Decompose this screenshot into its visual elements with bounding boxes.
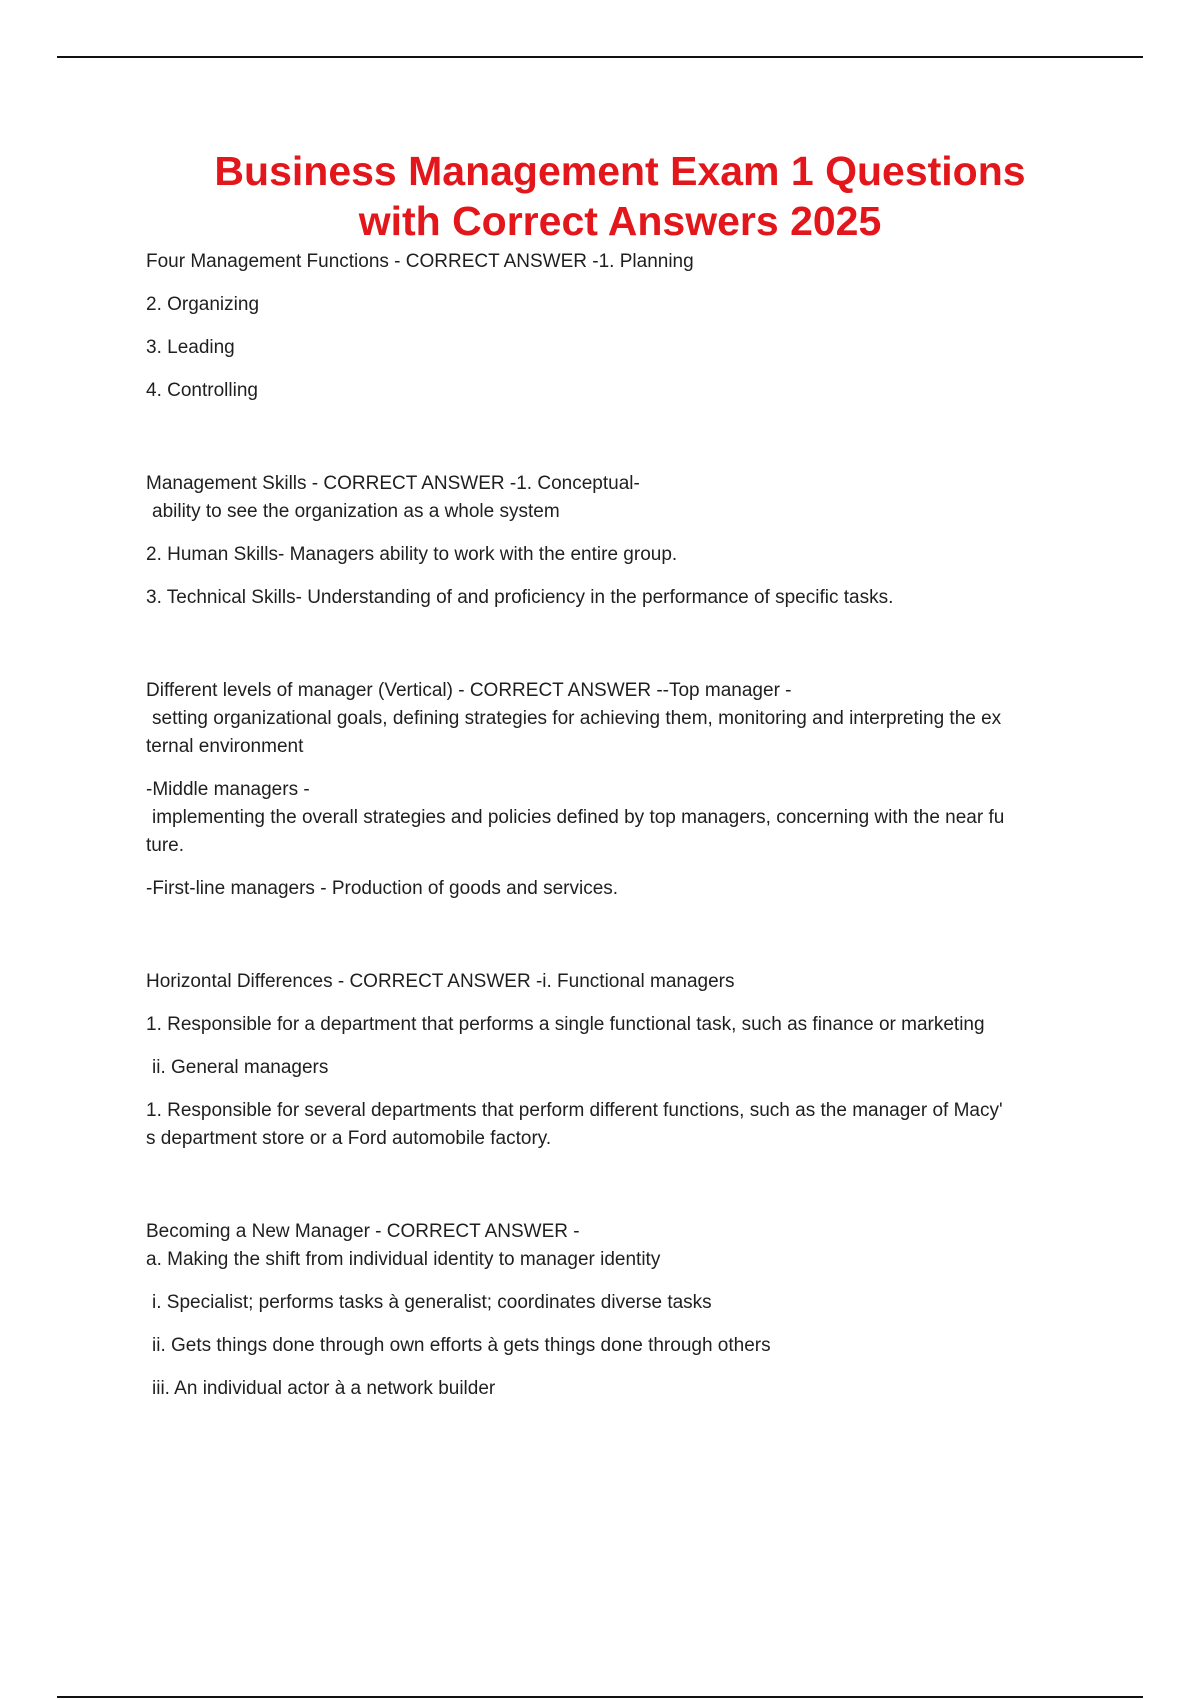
answer-line: ture. bbox=[146, 835, 185, 856]
answer-line: iii. An individual actor à a network builder bbox=[152, 1378, 496, 1399]
answer-line: 1. Responsible for several departments that perform different functions, such as the manager of Macy' bbox=[146, 1100, 1003, 1121]
answer-line: 3. Leading bbox=[146, 337, 235, 358]
title-line-2: with Correct Answers 2025 bbox=[358, 198, 882, 244]
answer-line: -Middle managers - bbox=[146, 779, 310, 800]
qa-block-management-skills bbox=[146, 470, 1086, 612]
answer-line: 2. Human Skills- Managers ability to work with the entire group. bbox=[146, 544, 678, 565]
answer-line: 3. Technical Skills- Understanding of and proficiency in the performance of specific tasks. bbox=[146, 587, 894, 608]
question-line: Different levels of manager (Vertical) - CORRECT ANSWER --Top manager - bbox=[146, 680, 792, 701]
section-gap bbox=[146, 420, 1086, 470]
answer-line: -First-line managers - Production of goods and services. bbox=[146, 878, 619, 899]
qa-block-vertical-levels bbox=[146, 677, 1086, 903]
answer-line: 2. Organizing bbox=[146, 294, 260, 315]
qa-block-management-functions bbox=[146, 248, 1086, 405]
answer-line: 4. Controlling bbox=[146, 380, 258, 401]
question-text: Horizontal Differences - CORRECT ANSWER -i. Functional managers bbox=[146, 971, 735, 992]
title-line-1: Business Management Exam 1 Questions bbox=[214, 148, 1026, 194]
qa-block-horizontal-differences bbox=[146, 968, 1086, 1153]
question-text: Four Management Functions - CORRECT ANSWER -1. Planning bbox=[146, 251, 694, 272]
bottom-rule bbox=[57, 1696, 1143, 1698]
answer-line: implementing the overall strategies and policies defined by top managers, concerning with the near fu bbox=[152, 807, 1005, 828]
answer-line: ii. Gets things done through own efforts à gets things done through others bbox=[152, 1335, 771, 1356]
section-gap bbox=[146, 627, 1086, 677]
answer-paragraph bbox=[146, 1097, 1086, 1153]
question-text bbox=[146, 470, 1086, 526]
answer-line: setting organizational goals, defining strategies for achieving them, monitoring and interpreting the ex bbox=[152, 708, 1002, 729]
qa-block-new-manager bbox=[146, 1218, 1086, 1403]
section-gap bbox=[146, 1168, 1086, 1218]
answer-line: a. Making the shift from individual identity to manager identity bbox=[146, 1249, 661, 1270]
question-line: Becoming a New Manager - CORRECT ANSWER - bbox=[146, 1221, 580, 1242]
answer-line: i. Specialist; performs tasks à generalist; coordinates diverse tasks bbox=[152, 1292, 712, 1313]
question-text bbox=[146, 1218, 1086, 1274]
answer-line: ternal environment bbox=[146, 736, 304, 757]
document-body bbox=[146, 248, 1086, 1418]
answer-line: ii. General managers bbox=[152, 1057, 329, 1078]
question-text bbox=[146, 677, 1086, 761]
answer-line: ability to see the organization as a whole system bbox=[152, 501, 560, 522]
document-title bbox=[100, 146, 1140, 246]
answer-line: 1. Responsible for a department that performs a single functional task, such as finance or marketing bbox=[146, 1014, 985, 1035]
answer-line: s department store or a Ford automobile factory. bbox=[146, 1128, 552, 1149]
top-rule bbox=[57, 56, 1143, 58]
question-line: Management Skills - CORRECT ANSWER -1. Conceptual- bbox=[146, 473, 640, 494]
answer-paragraph bbox=[146, 776, 1086, 860]
section-gap bbox=[146, 918, 1086, 968]
